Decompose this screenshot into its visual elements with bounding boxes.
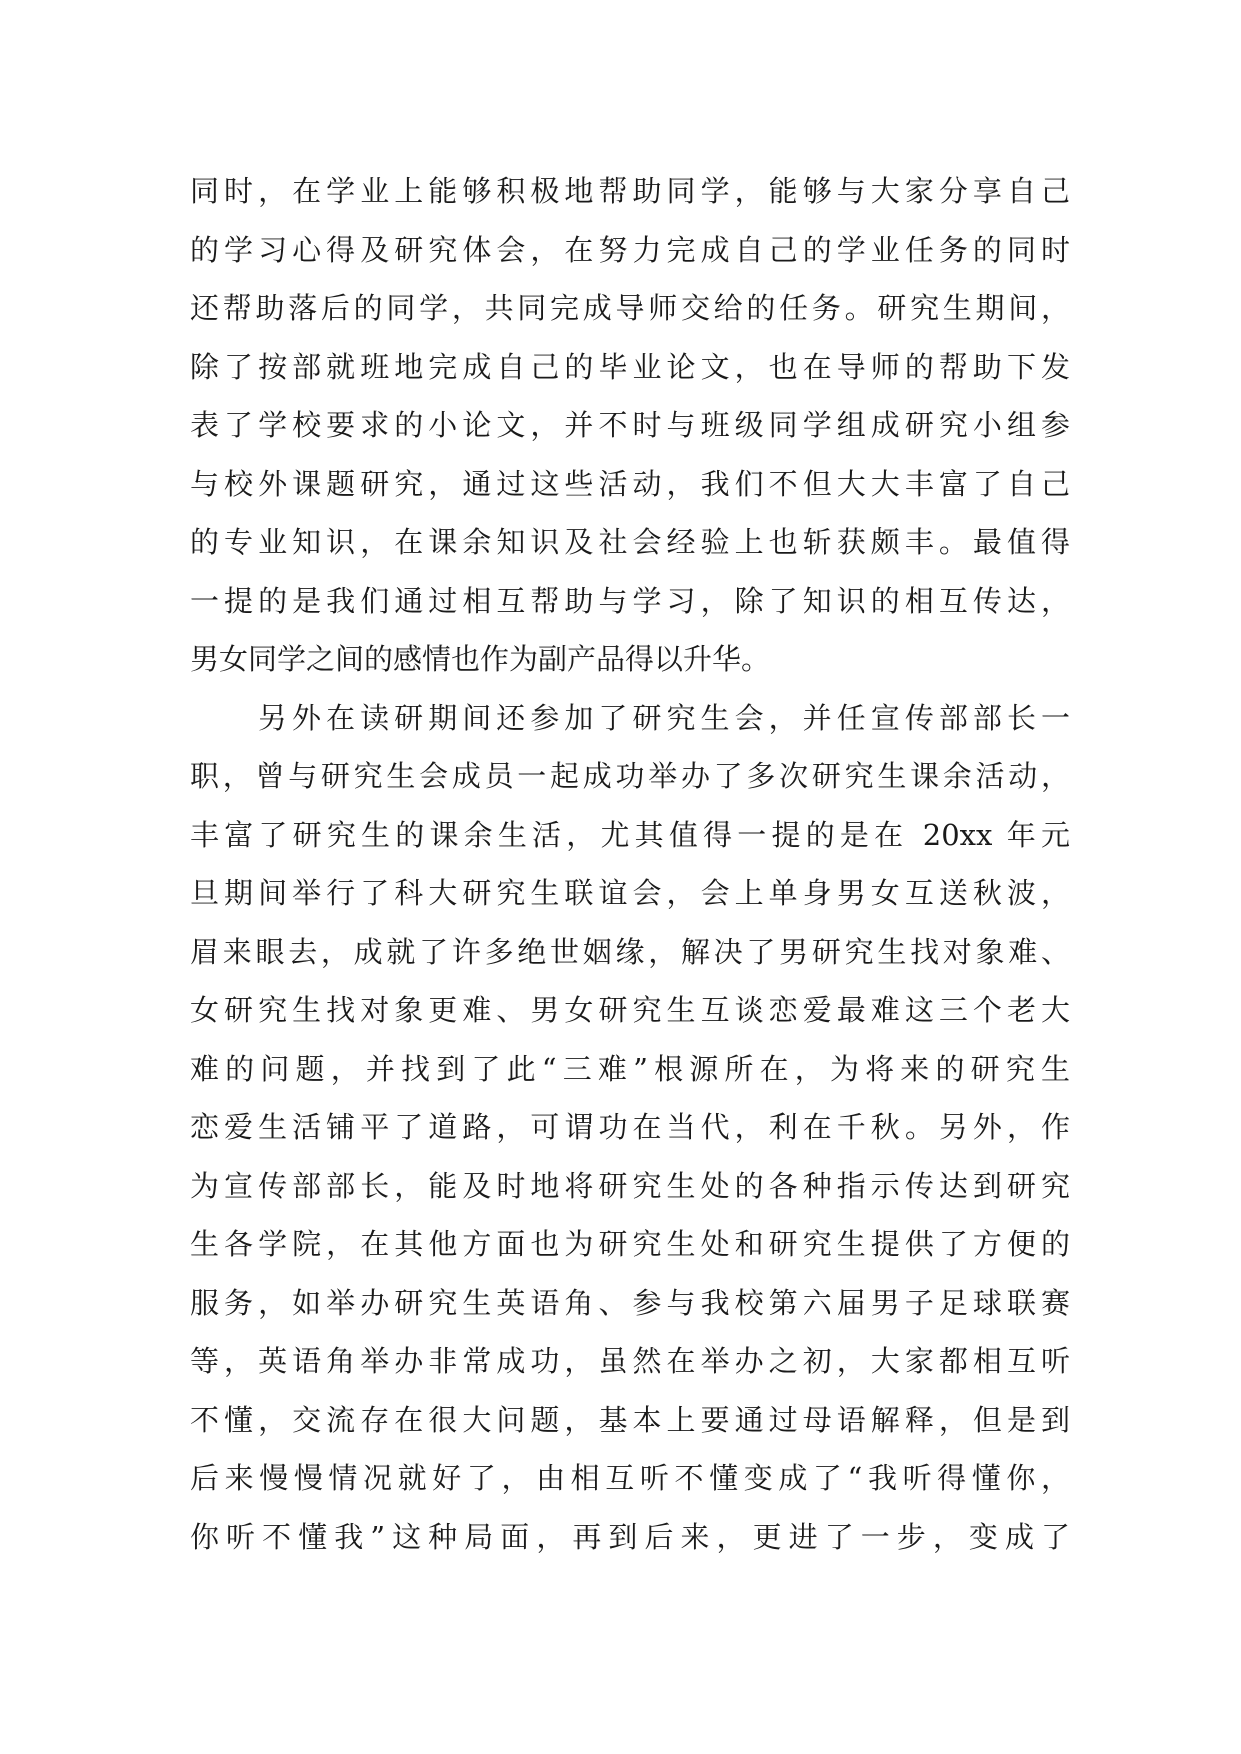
text-line — [190, 221, 1070, 280]
line-text: 为宣传部部长，能及时地将研究生处的各种指示传达到研究 — [190, 1168, 1070, 1203]
text-line — [190, 747, 1070, 806]
text-line — [190, 1157, 1070, 1216]
line-text: 你听不懂我”这种局面，再到后来，更进了一步，变成了 — [190, 1519, 1070, 1554]
text-line — [190, 396, 1070, 455]
text-line — [190, 338, 1070, 397]
body-text — [190, 162, 1070, 1566]
text-line — [190, 689, 1070, 748]
text-line — [190, 1332, 1070, 1391]
line-text: 男女同学之间的感情也作为副产品得以升华。 — [190, 642, 771, 676]
line-text: 的专业知识，在课余知识及社会经验上也斩获颇丰。最值得 — [190, 525, 1070, 559]
text-line — [190, 1215, 1070, 1274]
text-line — [190, 162, 1070, 221]
line-text: 难的问题，并找到了此“三难”根源所在，为将来的研究生 — [190, 1051, 1070, 1086]
line-text: 等，英语角举办非常成功，虽然在举办之初，大家都相互听 — [190, 1344, 1070, 1378]
line-text: 除了按部就班地完成自己的毕业论文，也在导师的帮助下发 — [190, 349, 1070, 384]
text-line — [190, 455, 1070, 514]
line-text: 眉来眼去，成就了许多绝世姻缘，解决了男研究生找对象难、 — [190, 934, 1070, 969]
text-line — [190, 1274, 1070, 1333]
text-line — [190, 981, 1070, 1040]
text-line — [190, 1508, 1070, 1567]
line-text: 恋爱生活铺平了道路，可谓功在当代，利在千秋。另外，作 — [190, 1110, 1070, 1144]
line-text: 还帮助落后的同学，共同完成导师交给的任务。研究生期间， — [190, 291, 1070, 325]
line-text: 职，曾与研究生会成员一起成功举办了多次研究生课余活动， — [190, 759, 1070, 793]
text-line — [190, 279, 1070, 338]
line-text: 表了学校要求的小论文，并不时与班级同学组成研究小组参 — [190, 408, 1070, 442]
line-text: 旦期间举行了科大研究生联谊会，会上单身男女互送秋波， — [190, 876, 1070, 910]
line-text: 生各学院，在其他方面也为研究生处和研究生提供了方便的 — [190, 1227, 1070, 1261]
text-line — [190, 572, 1070, 631]
text-line — [190, 1391, 1070, 1450]
text-line — [190, 1098, 1070, 1157]
line-text: 服务，如举办研究生英语角、参与我校第六届男子足球联赛 — [190, 1285, 1070, 1320]
line-text: 与校外课题研究，通过这些活动，我们不但大大丰富了自己 — [190, 466, 1070, 501]
line-text: 不懂，交流存在很大问题，基本上要通过母语解释，但是到 — [190, 1402, 1070, 1437]
text-line — [190, 1040, 1070, 1099]
text-line — [190, 806, 1070, 865]
text-line — [190, 630, 1070, 689]
text-line — [190, 1449, 1070, 1508]
line-text: 另外在读研期间还参加了研究生会，并任宣传部部长一 — [258, 700, 1070, 735]
text-line — [190, 513, 1070, 572]
text-line — [190, 864, 1070, 923]
line-text: 后来慢慢情况就好了，由相互听不懂变成了“我听得懂你， — [190, 1461, 1070, 1495]
line-text: 丰富了研究生的课余生活，尤其值得一提的是在 20xx 年元 — [190, 817, 1070, 852]
line-text: 同时，在学业上能够积极地帮助同学，能够与大家分享自己 — [190, 174, 1070, 208]
line-text: 的学习心得及研究体会，在努力完成自己的学业任务的同时 — [190, 232, 1070, 267]
line-text: 女研究生找对象更难、男女研究生互谈恋爱最难这三个老大 — [190, 993, 1070, 1027]
line-text: 一提的是我们通过相互帮助与学习，除了知识的相互传达， — [190, 583, 1070, 618]
text-line — [190, 923, 1070, 982]
